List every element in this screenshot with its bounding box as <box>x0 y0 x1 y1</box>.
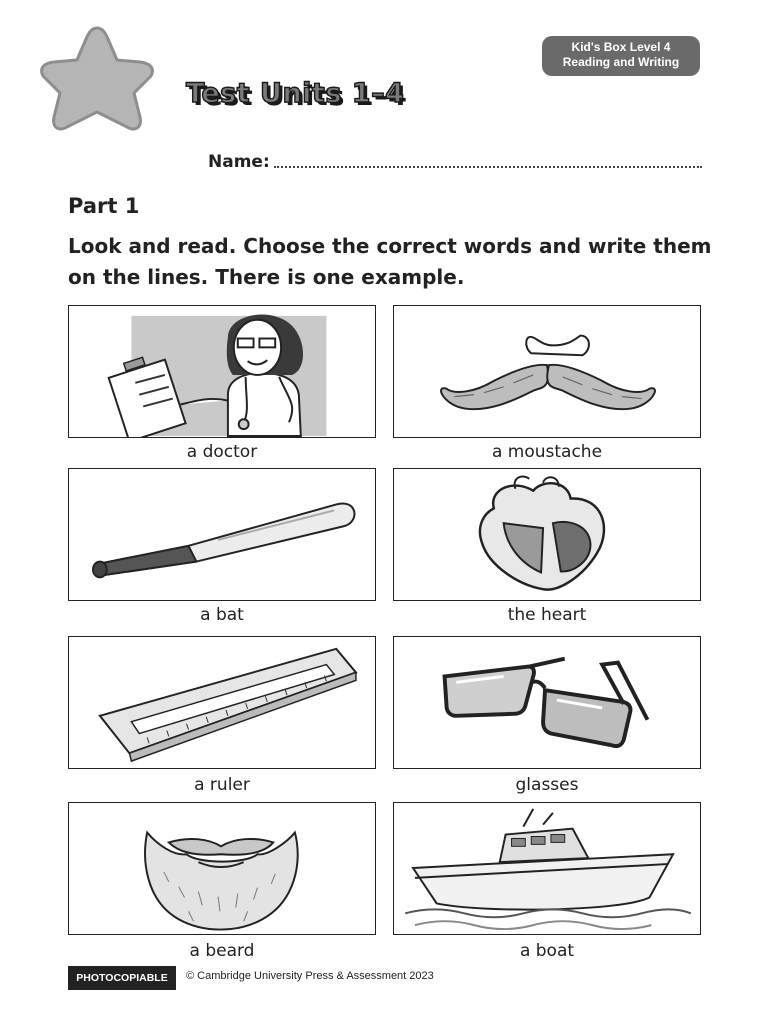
picture-card-boat <box>393 802 701 935</box>
picture-card-beard <box>68 802 376 935</box>
caption-glasses: glasses <box>515 775 579 795</box>
picture-card-moustache <box>393 305 701 438</box>
page-title: Test Units 1–4 <box>186 78 405 109</box>
name-label: Name: <box>208 152 270 172</box>
copyright-text: © Cambridge University Press & Assessment 2023 <box>186 970 434 982</box>
caption-ruler: a ruler <box>194 775 250 795</box>
instructions: Look and read. Choose the correct words and write them on the lines. There is one example. <box>68 234 712 289</box>
glasses-illustration <box>394 637 700 768</box>
name-field[interactable] <box>208 150 702 172</box>
boat-illustration <box>394 803 700 934</box>
picture-card-doctor <box>68 305 376 438</box>
photocopiable-tag: PHOTOCOPIABLE <box>68 966 176 990</box>
doctor-illustration <box>69 306 375 437</box>
caption-boat: a boat <box>519 941 575 961</box>
heart-illustration <box>394 469 700 600</box>
caption-doctor: a doctor <box>186 442 258 462</box>
picture-card-ruler <box>68 636 376 769</box>
picture-card-bat <box>68 468 376 601</box>
moustache-illustration <box>394 306 700 437</box>
name-line[interactable] <box>274 166 702 168</box>
picture-card-glasses <box>393 636 701 769</box>
star-icon <box>34 24 160 142</box>
caption-moustache: a moustache <box>491 442 603 462</box>
part-title: Part 1 <box>68 194 140 218</box>
caption-bat: a bat <box>200 605 244 625</box>
badge-line-1: Kid's Box Level 4 <box>571 40 671 54</box>
caption-heart: the heart <box>507 605 587 625</box>
bat-illustration <box>69 469 375 600</box>
picture-card-heart <box>393 468 701 601</box>
caption-beard: a beard <box>189 941 255 961</box>
ruler-illustration <box>69 637 375 768</box>
badge-line-2: Reading and Writing <box>562 55 680 69</box>
level-badge <box>542 36 700 76</box>
beard-illustration <box>69 803 375 934</box>
